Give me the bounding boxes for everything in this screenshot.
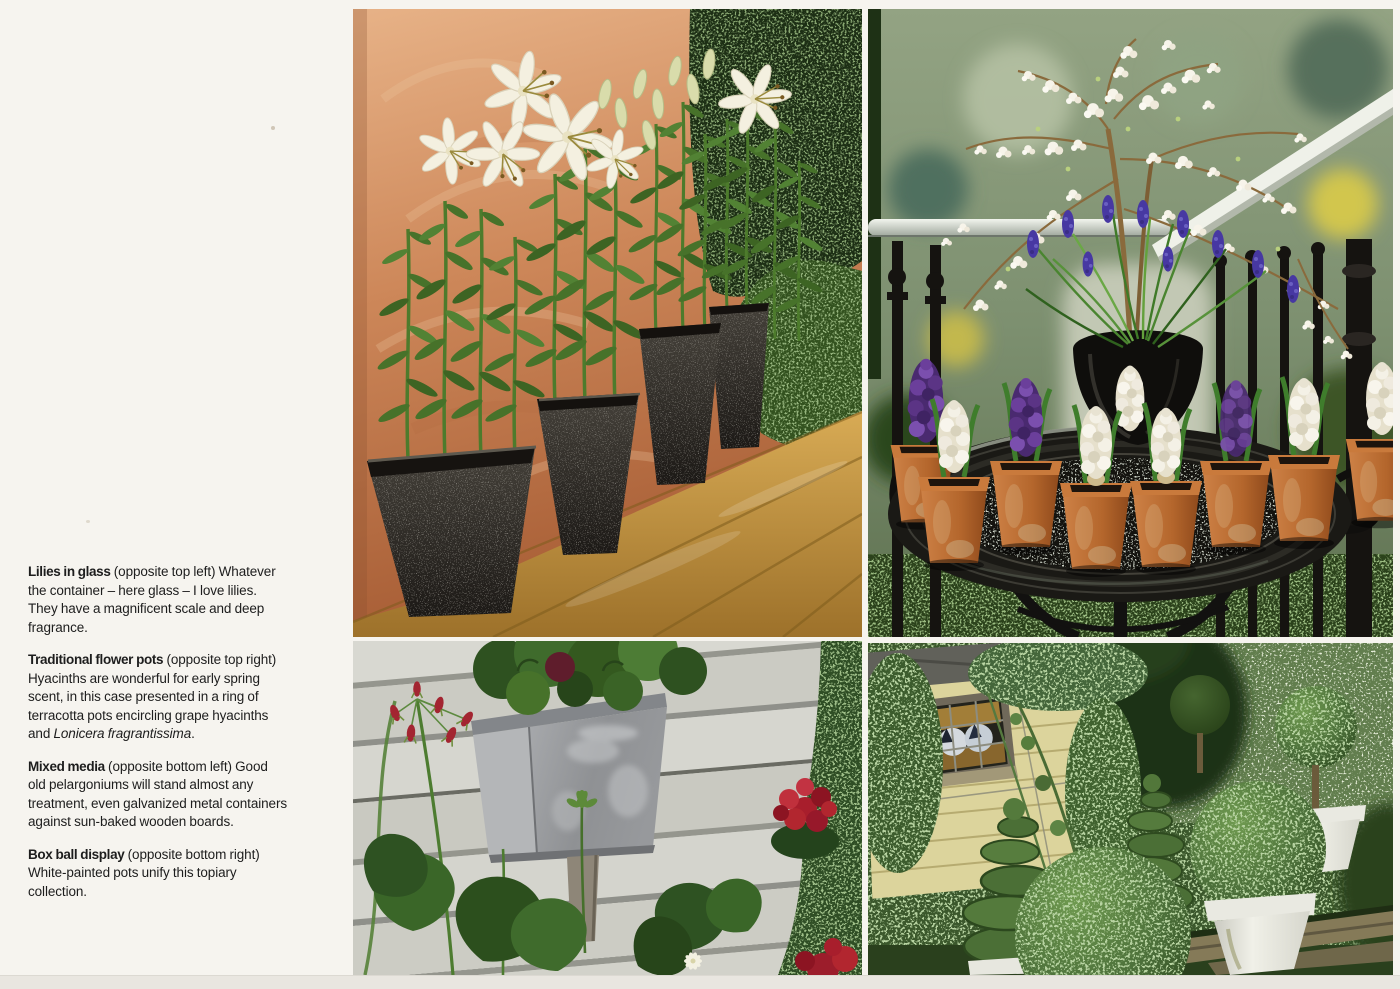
caption-location: (opposite bottom left) [108, 758, 232, 774]
species-name: Lonicera fragrantissima [53, 726, 192, 741]
photo-mixed-media [353, 641, 862, 975]
caption-body: White-painted pots unify this topiary collection. [28, 865, 237, 899]
caption-traditional-flower-pots [28, 651, 287, 744]
caption-body: Hyacinths are wonderful for early spring scent, in this case presented in a ring of terracotta pots encircling grape hyacinths and [28, 670, 269, 741]
caption-title: Box ball display [28, 846, 125, 862]
caption-body-end: . [191, 726, 195, 741]
caption-body: Good old pelargoniums will stand almost any treatment, even galvanized metal containers against sun-baked wooden boards. [28, 758, 287, 829]
caption-title: Lilies in glass [28, 564, 111, 579]
caption-location: (opposite top left) [113, 564, 216, 579]
caption-title: Mixed media [28, 758, 105, 774]
caption-lilies-in-glass [28, 563, 287, 637]
caption-location: (opposite top right) [166, 652, 277, 667]
photo-lilies-in-glass [353, 9, 862, 637]
caption-column [28, 563, 287, 915]
caption-mixed-media [28, 758, 287, 832]
caption-location: (opposite bottom right) [127, 846, 260, 862]
caption-box-ball-display [28, 846, 287, 902]
paper-speck [271, 126, 275, 130]
caption-title: Traditional flower pots [28, 652, 164, 667]
photo-box-ball-display [868, 643, 1393, 975]
geranium-photo-art [353, 641, 862, 975]
topiary-photo-art [868, 643, 1393, 975]
paper-speck [86, 520, 90, 523]
photo-traditional-flower-pots [868, 9, 1393, 637]
lilies-photo-art [353, 9, 862, 637]
caption-body: Whatever the container – here glass – I love lilies. They have a magnificent scale and deep fragrance. [28, 564, 276, 635]
page-bottom-edge [0, 975, 1400, 989]
hyacinths-photo-art [868, 9, 1393, 637]
